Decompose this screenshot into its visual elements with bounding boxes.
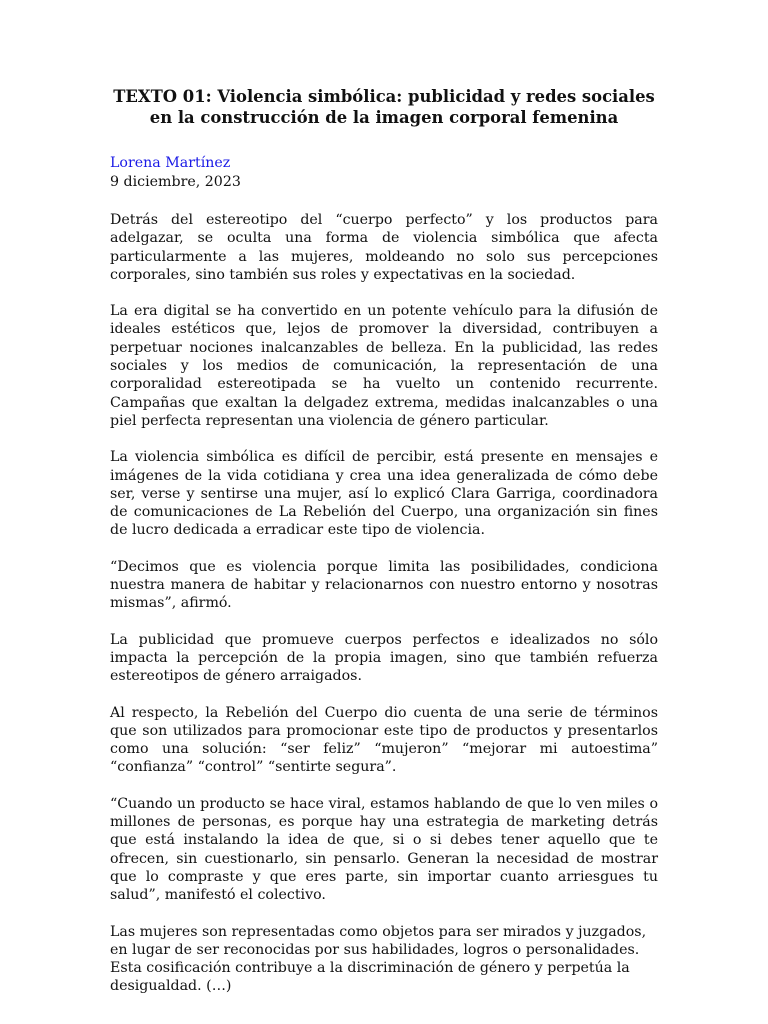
paragraph: La violencia simbólica es difícil de percibir, está presente en mensajes e imágenes de la vida cotidiana y crea una idea generalizada de cómo debe ser, verse y sentirse una mujer, así lo explicó Clara Garriga, coordinadora de comunicaciones de La Rebelión del Cuerpo, una organización sin fines de lucro dedicada a erradicar este tipo de violencia. [110, 449, 658, 539]
publication-date: 9 diciembre, 2023 [110, 174, 241, 190]
paragraph: Las mujeres son representadas como objetos para ser mirados y juzgados, en lugar de ser reconocidas por sus habilidades, logros o personalidades. Esta cosificación contribuye a la discriminación de género y perpetúa la desigualdad. (…) [110, 923, 647, 995]
quote-paragraph: “Decimos que es violencia porque limita las posibilidades, condiciona nuestra manera de habitar y relacionarnos con nuestro entorno y nosotras mismas”, afirmó. [110, 558, 658, 612]
paragraph: La publicidad que promueve cuerpos perfectos e idealizados no sólo impacta la percepción de la propia imagen, sino que también refuerza estereotipos de género arraigados. [110, 631, 658, 685]
document-title: TEXTO 01: Violencia simbólica: publicidad y redes sociales en la construcción de la imagen corporal femenina [113, 87, 655, 127]
paragraph: La era digital se ha convertido en un potente vehículo para la difusión de ideales estéticos que, lejos de promover la diversidad, contribuyen a perpetuar nociones inalcanzables de belleza. En la publicidad, las redes sociales y los medios de comunicación, la representación de una corporalidad estereotipada se ha vuelto un contenido recurrente. Campañas que exaltan la delgadez extrema, medidas inalcanzables o una piel perfecta representan una violencia de género particular. [110, 303, 658, 429]
quote-paragraph: “Cuando un producto se hace viral, estamos hablando de que lo ven miles o millones de personas, es porque hay una estrategia de marketing detrás que está instalando la idea de que, si o si debes tener aquello que te ofrecen, sin cuestionarlo, sin pensarlo. Generan la necesidad de mostrar que lo compraste y que eres parte, sin importar cuanto arriesgues tu salud”, manifestó el colectivo. [110, 795, 658, 904]
paragraph: Al respecto, la Rebelión del Cuerpo dio cuenta de una serie de términos que son utilizados para promocionar este tipo de productos y presentarlos como una solución: “ser feliz” “mujeron” “mejorar mi autoestima” “confianza” “control” “sentirte segura”. [110, 704, 658, 776]
author-name: Lorena Martínez [110, 155, 231, 171]
paragraph: Detrás del estereotipo del “cuerpo perfecto” y los productos para adelgazar, se oculta una forma de violencia simbólica que afecta particularmente a las mujeres, moldeando no solo sus percepciones corporales, sino también sus roles y expectativas en la sociedad. [110, 212, 658, 283]
